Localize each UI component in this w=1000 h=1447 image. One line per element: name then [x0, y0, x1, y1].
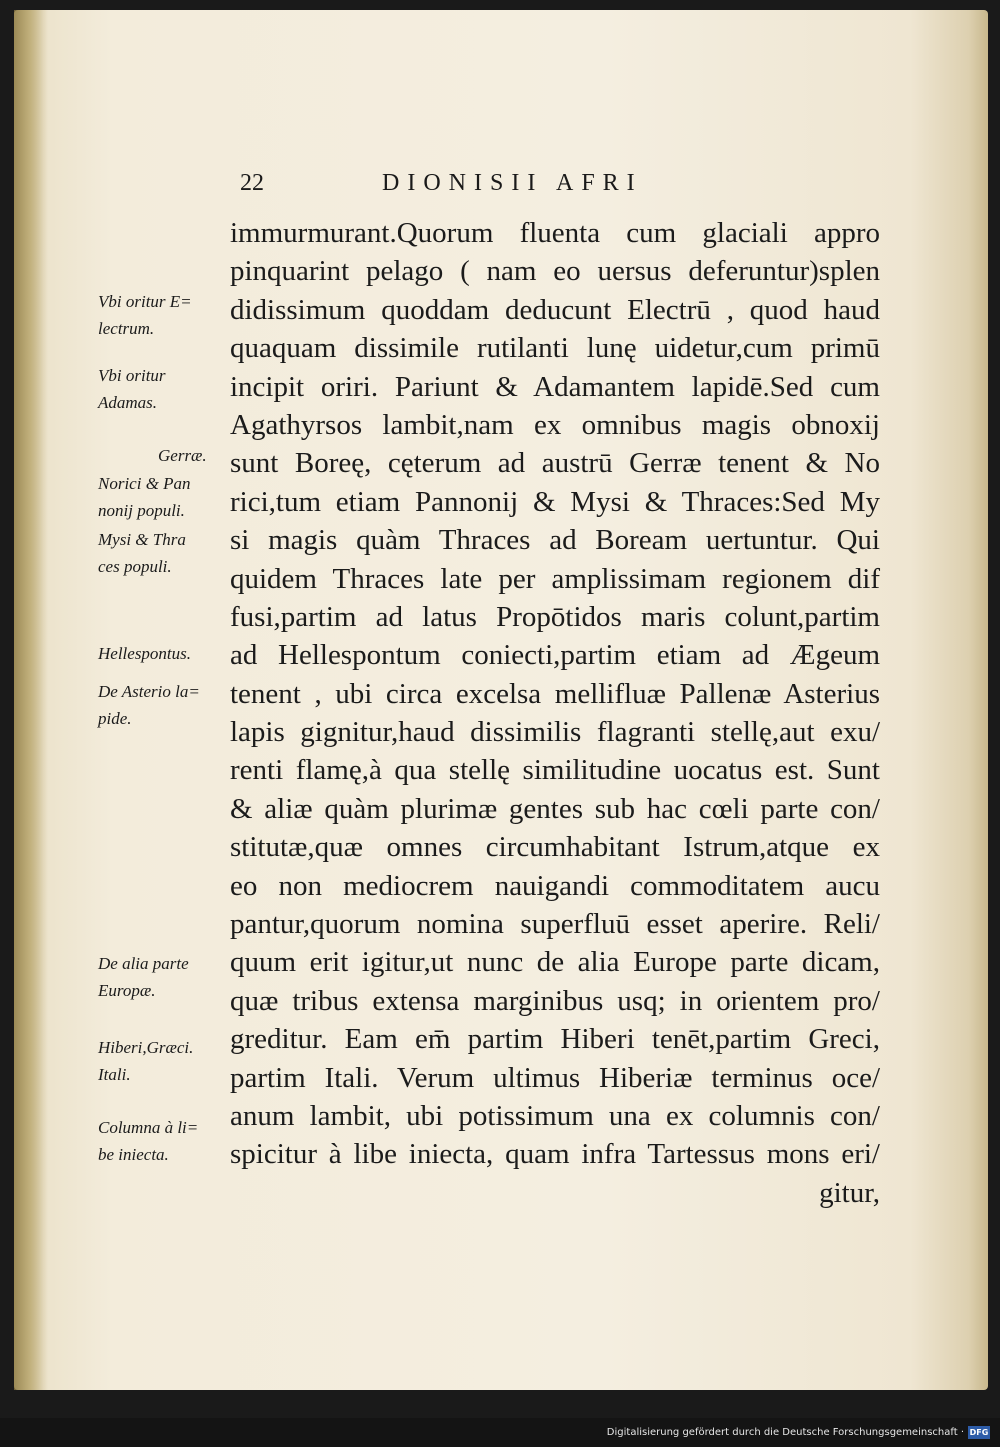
margin-note-mysi: Mysi & Thra ces populi. [98, 530, 186, 576]
text-line: spicitur à libe iniecta, quam infra Tartessus mons eri/ [230, 1138, 880, 1171]
text-line: eo non mediocrem nauigandi commoditatem aucu [230, 869, 880, 902]
margin-note-hellespontus: Hellespontus. [98, 644, 192, 663]
text-line: tenent , ubi circa excelsa mellifluæ Pallenæ Asterius [230, 677, 880, 710]
margin-note-norici: Norici & Pan nonij populi. [98, 474, 191, 520]
text-line: lapis gignitur,haud dissimilis flagranti stellę,aut exu/ [230, 716, 880, 749]
text-line: stitutæ,quæ omnes circumhabitant Istrum,atque ex [230, 831, 880, 864]
margin-note-adamas: Vbi oritur Adamas. [98, 366, 166, 412]
margin-note-columna: Columna à li= be iniecta. [98, 1118, 199, 1164]
funding-credit: Digitalisierung gefördert durch die Deutsche Forschungsgemeinschaft · [606, 1427, 964, 1438]
text-line: quum erit igitur,ut nunc de alia Europe parte dicam, [230, 946, 880, 979]
text-line: rici,tum etiam Pannonij & Mysi & Thraces:Sed My [230, 485, 880, 518]
text-line: si magis quàm Thraces ad Boream uertuntur. Qui [230, 524, 880, 557]
page-header [240, 170, 710, 204]
digitization-footer [0, 1418, 1000, 1447]
margin-note-populi: Hiberi,Græci. Itali. [98, 1038, 194, 1084]
text-line: partim Itali. Verum ultimus Hiberiæ terminus oce/ [230, 1061, 880, 1094]
text-line: immurmurant.Quorum fluenta cum glaciali appro [230, 217, 880, 249]
text-line: quidem Thraces late per amplissimam regionem dif [230, 562, 880, 595]
text-line: quaquam dissimile rutilanti lunę uidetur,cum primū [230, 332, 880, 365]
text-line: & aliæ quàm plurimæ gentes sub hac cœli parte con/ [230, 792, 880, 825]
text-line: greditur. Eam em̄ partim Hiberi tenēt,partim Greci, [230, 1023, 880, 1056]
text-line: pantur,quorum nomina superfluū esset aperire. Reli/ [230, 908, 880, 941]
page-number: 22 [240, 170, 264, 196]
text-line: sunt Boreę, cęterum ad austrū Gerræ tenent & No [230, 447, 880, 480]
catchword: gitur, [819, 1176, 880, 1209]
text-line: quæ tribus extensa marginibus usq; in orientem pro/ [230, 984, 880, 1017]
margin-note-electrum: Vbi oritur E= lectrum. [98, 292, 192, 338]
text-line: pinquarint pelago ( nam eo uersus deferuntur)splen [230, 255, 880, 288]
text-line: incipit oriri. Pariunt & Adamantem lapidē.Sed cum [230, 370, 880, 403]
text-line: fusi,partim ad latus Propōtidos maris colunt,partim [230, 600, 880, 633]
text-line: renti flamę,à qua stellę similitudine uocatus est. Sunt [230, 754, 880, 787]
margin-note-europa: De alia parte Europæ. [98, 954, 189, 1000]
text-line: didissimum quoddam deducunt Electrū , quod haud [230, 293, 880, 326]
running-title: DIONISII AFRI [382, 170, 643, 196]
page-binding-edge [14, 10, 48, 1390]
text-line: Agathyrsos lambit,nam ex omnibus magis obnoxij [230, 408, 880, 441]
main-text-block [230, 214, 880, 1212]
margin-note-asterius: De Asterio la= pide. [98, 682, 200, 728]
margin-note-gerrae: Gerræ. [158, 446, 207, 465]
text-line: ad Hellespontum coniecti,partim etiam ad Ægeum [230, 639, 880, 672]
text-line: anum lambit, ubi potissimum una ex columnis con/ [230, 1099, 880, 1132]
dfg-logo: DFG [969, 1428, 989, 1437]
